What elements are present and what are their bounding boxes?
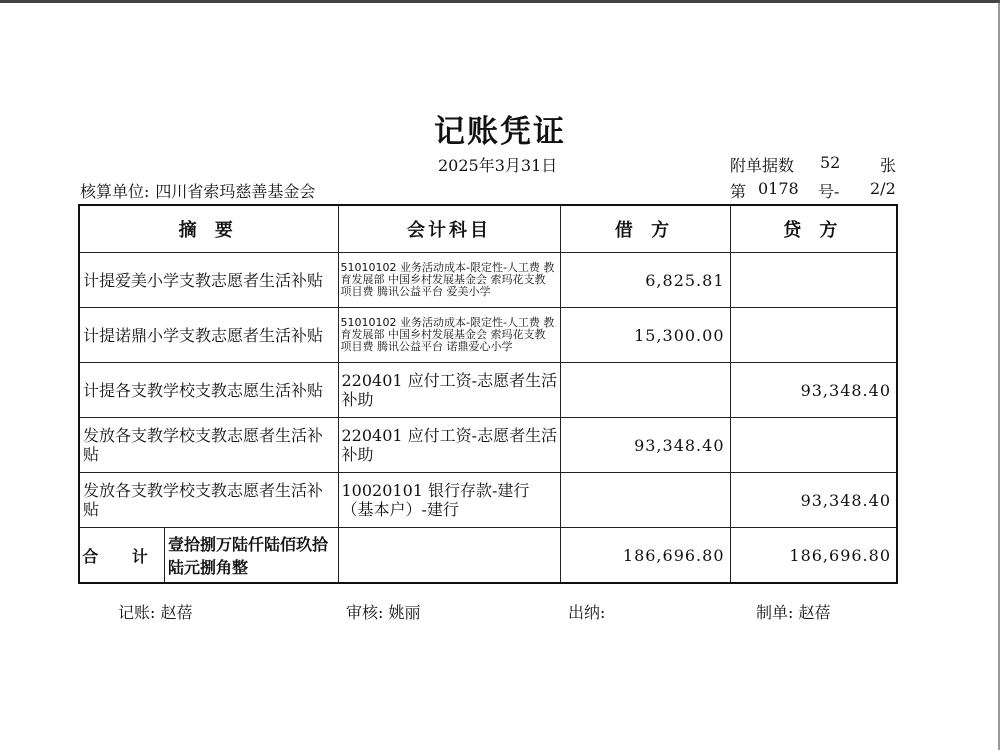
accounting-unit-name: 四川省索玛慈善基金会	[155, 182, 316, 201]
total-label-cell	[79, 528, 338, 584]
total-credit: 186,696.80	[730, 528, 897, 584]
table-row	[79, 308, 897, 363]
total-label: 合 计	[80, 528, 165, 582]
row-account: 51010102 业务活动成本-限定性-人工费 教育发展部 中国乡村发展基金会 索玛花支教 项目费 腾讯公益平台 诺鼎爱心小学	[338, 308, 560, 363]
cashier-label: 出纳:	[568, 603, 606, 622]
preparer	[756, 600, 831, 623]
total-label-split	[80, 528, 338, 582]
voucher-date: 2025年3月31日	[438, 156, 558, 175]
row-credit	[730, 253, 897, 308]
row-debit: 6,825.81	[560, 253, 730, 308]
reviewer-name: 姚丽	[388, 603, 421, 622]
attachment-label: 附单据数	[730, 156, 795, 175]
total-account-blank	[338, 528, 560, 584]
table-row	[79, 253, 897, 308]
row-summary: 计提诺鼎小学支教志愿者生活补贴	[79, 308, 338, 363]
preparer-label: 制单:	[756, 603, 794, 622]
accounting-unit-label: 核算单位:	[80, 182, 150, 201]
row-credit: 93,348.40	[730, 363, 897, 418]
bookkeeper	[118, 600, 193, 623]
row-debit: 15,300.00	[560, 308, 730, 363]
row-account: 220401 应付工资-志愿者生活补助	[338, 363, 560, 418]
total-debit: 186,696.80	[560, 528, 730, 584]
table-row	[79, 473, 897, 528]
voucher-prefix: 第	[730, 182, 747, 201]
row-debit	[560, 473, 730, 528]
bookkeeper-label: 记账:	[118, 603, 156, 622]
reviewer-label: 审核:	[346, 603, 384, 622]
preparer-name: 赵蓓	[798, 603, 831, 622]
row-account: 51010102 业务活动成本-限定性-人工费 教育发展部 中国乡村发展基金会 索玛花支教 项目费 腾讯公益平台 爱美小学	[338, 253, 560, 308]
table-row	[79, 418, 897, 473]
cashier	[568, 600, 605, 623]
header-summary: 摘 要	[79, 205, 338, 253]
header-account: 会计科目	[338, 205, 560, 253]
voucher-page: 2/2	[870, 179, 896, 198]
row-summary: 计提爱美小学支教志愿者生活补贴	[79, 253, 338, 308]
row-debit	[560, 363, 730, 418]
row-summary: 计提各支教学校支教志愿生活补贴	[79, 363, 338, 418]
voucher-number-value: 0178	[758, 179, 799, 198]
reviewer	[346, 600, 421, 623]
voucher-suffix: 号-	[818, 182, 840, 201]
header-debit: 借 方	[560, 205, 730, 253]
scan-edge-top	[0, 0, 1000, 3]
total-amount-words: 壹拾捌万陆仟陆佰玖拾陆元捌角整	[168, 535, 329, 577]
row-summary: 发放各支教学校支教志愿者生活补贴	[79, 473, 338, 528]
header-credit: 贷 方	[730, 205, 897, 253]
attachment-unit: 张	[880, 156, 897, 175]
row-credit	[730, 308, 897, 363]
table-row	[79, 363, 897, 418]
attachment-count-value: 52	[820, 153, 841, 172]
row-credit	[730, 418, 897, 473]
voucher-title: 记账凭证	[434, 114, 566, 150]
bookkeeper-name: 赵蓓	[160, 603, 193, 622]
total-row	[79, 528, 897, 584]
voucher-table	[78, 204, 898, 584]
row-summary: 发放各支教学校支教志愿者生活补贴	[79, 418, 338, 473]
table-header-row	[79, 205, 897, 253]
row-account: 10020101 银行存款-建行（基本户）-建行	[338, 473, 560, 528]
accounting-unit	[80, 179, 315, 202]
row-debit: 93,348.40	[560, 418, 730, 473]
row-credit: 93,348.40	[730, 473, 897, 528]
row-account: 220401 应付工资-志愿者生活补助	[338, 418, 560, 473]
